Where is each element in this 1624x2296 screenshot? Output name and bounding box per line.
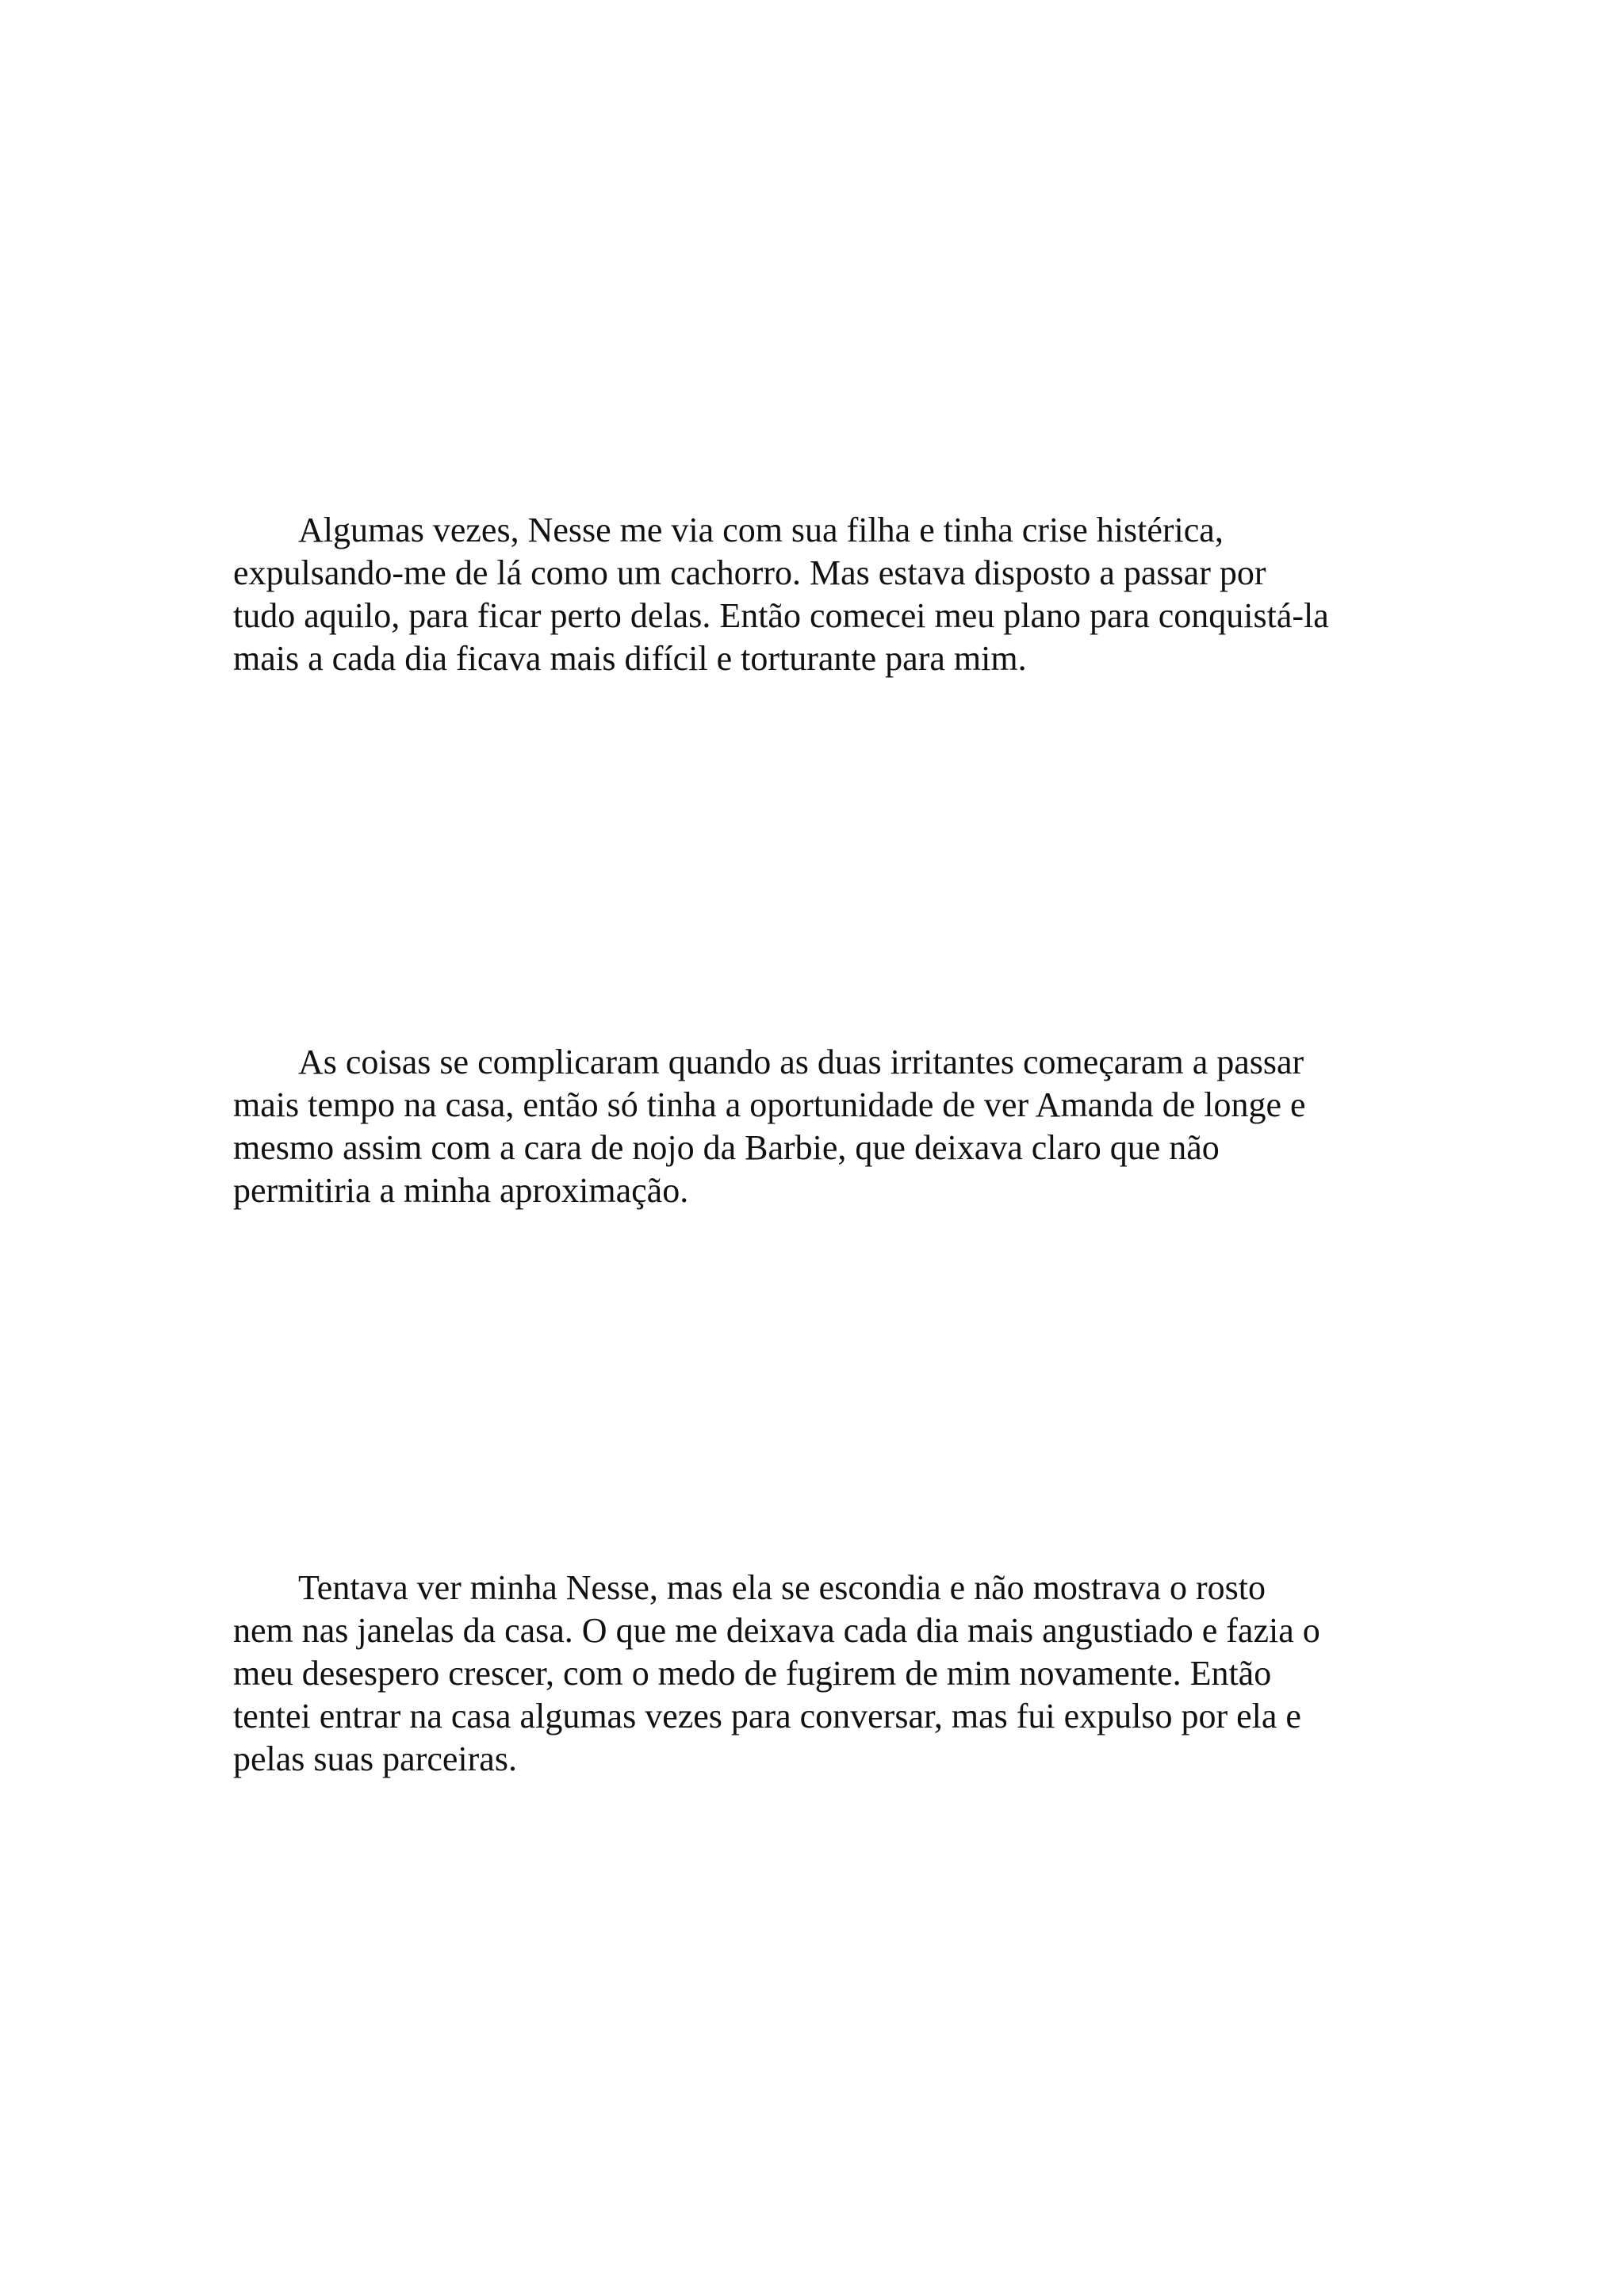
paragraph-line: nem nas janelas da casa. O que me deixava cada dia mais angustiado e fazia o xyxy=(233,1611,1320,1650)
paragraph-line: permitiria a minha aproximação. xyxy=(233,1171,689,1210)
paragraph-2 xyxy=(233,1041,1415,1212)
paragraph-3 xyxy=(233,1567,1415,1781)
paragraph-line: Algumas vezes, Nesse me via com sua filha e tinha crise histérica, xyxy=(298,511,1224,549)
paragraph-line: mais a cada dia ficava mais difícil e torturante para mim. xyxy=(233,639,1027,678)
paragraph-line: pelas suas parceiras. xyxy=(233,1739,517,1778)
paragraph-line: mais tempo na casa, então só tinha a oportunidade de ver Amanda de longe e xyxy=(233,1085,1306,1124)
paragraph-line: tentei entrar na casa algumas vezes para conversar, mas fui expulso por ela e xyxy=(233,1697,1301,1735)
paragraph-line: Tentava ver minha Nesse, mas ela se escondia e não mostrava o rosto xyxy=(298,1568,1266,1607)
paragraph-1 xyxy=(233,509,1415,680)
paragraph-line: mesmo assim com a cara de nojo da Barbie, que deixava claro que não xyxy=(233,1128,1220,1167)
paragraph-line: As coisas se complicaram quando as duas irritantes começaram a passar xyxy=(298,1043,1304,1081)
paragraph-line: tudo aquilo, para ficar perto delas. Então comecei meu plano para conquistá-la xyxy=(233,596,1329,635)
paragraph-line: meu desespero crescer, com o medo de fugirem de mim novamente. Então xyxy=(233,1654,1272,1693)
paragraph-line: expulsando-me de lá como um cachorro. Mas estava disposto a passar por xyxy=(233,553,1266,592)
